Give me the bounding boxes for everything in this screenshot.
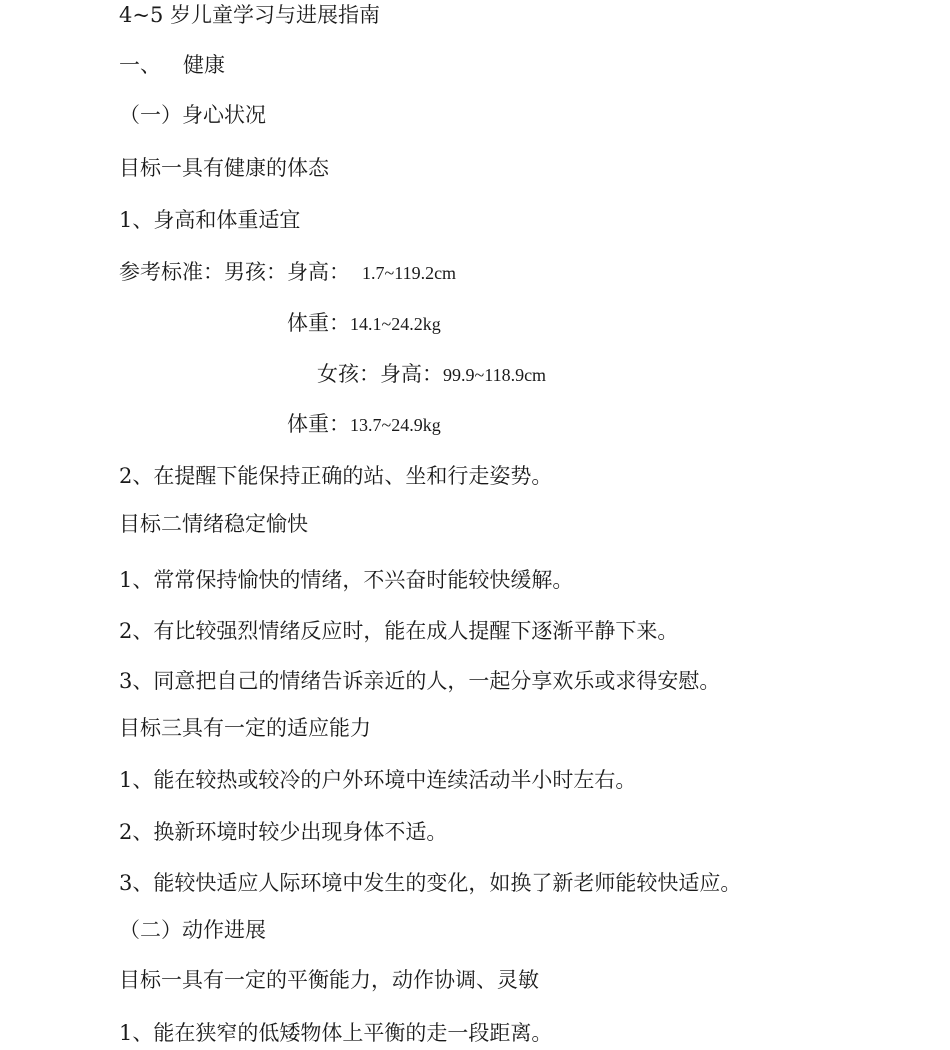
reference-standard-girl-height (317, 361, 546, 388)
document-title: 4~5 岁儿童学习与进展指南 (119, 3, 380, 27)
list-item: 2、有比较强烈情绪反应时，能在成人提醒下逐渐平静下来。 (119, 619, 679, 643)
subsection-heading-motor-development: （二）动作进展 (119, 918, 266, 942)
list-item: 3、同意把自己的情绪告诉亲近的人，一起分享欢乐或求得安慰。 (119, 669, 721, 693)
girl-height-value: 99.9~118.9cm (443, 365, 547, 385)
weight-label: 体重： (287, 412, 350, 436)
section-number: 一、 (119, 53, 161, 77)
goal-heading: 目标三具有一定的适应能力 (119, 716, 371, 740)
list-item: 1、常常保持愉快的情绪，不兴奋时能较快缓解。 (119, 568, 574, 592)
reference-standard-girl-weight (287, 411, 441, 438)
list-item: 2、在提醒下能保持正确的站、坐和行走姿势。 (119, 464, 553, 488)
list-item: 1、能在狭窄的低矮物体上平衡的走一段距离。 (119, 1021, 553, 1045)
list-item: 3、能较快适应人际环境中发生的变化，如换了新老师能较快适应。 (119, 871, 742, 895)
goal-heading: 目标一具有一定的平衡能力，动作协调、灵敏 (119, 968, 539, 992)
weight-label: 体重： (287, 311, 350, 335)
boy-height-value: 1.7~119.2cm (362, 263, 457, 283)
subsection-heading-physical-mental: （一）身心状况 (119, 103, 266, 127)
goal-heading: 目标二情绪稳定愉快 (119, 512, 308, 536)
section-title: 健康 (183, 53, 225, 77)
boy-weight-value: 14.1~24.2kg (350, 314, 441, 334)
list-item: 2、换新环境时较少出现身体不适。 (119, 820, 448, 844)
goal-heading: 目标一具有健康的体态 (119, 156, 329, 180)
list-item: 1、能在较热或较冷的户外环境中连续活动半小时左右。 (119, 768, 637, 792)
list-item: 1、身高和体重适宜 (119, 208, 301, 232)
reference-label: 参考标准：男孩：身高： (119, 260, 350, 284)
section-heading-health (119, 52, 225, 78)
girl-label: 女孩：身高： (317, 362, 443, 386)
reference-standard-boy-height (119, 259, 456, 286)
reference-standard-boy-weight (287, 310, 441, 337)
girl-weight-value: 13.7~24.9kg (350, 415, 441, 435)
